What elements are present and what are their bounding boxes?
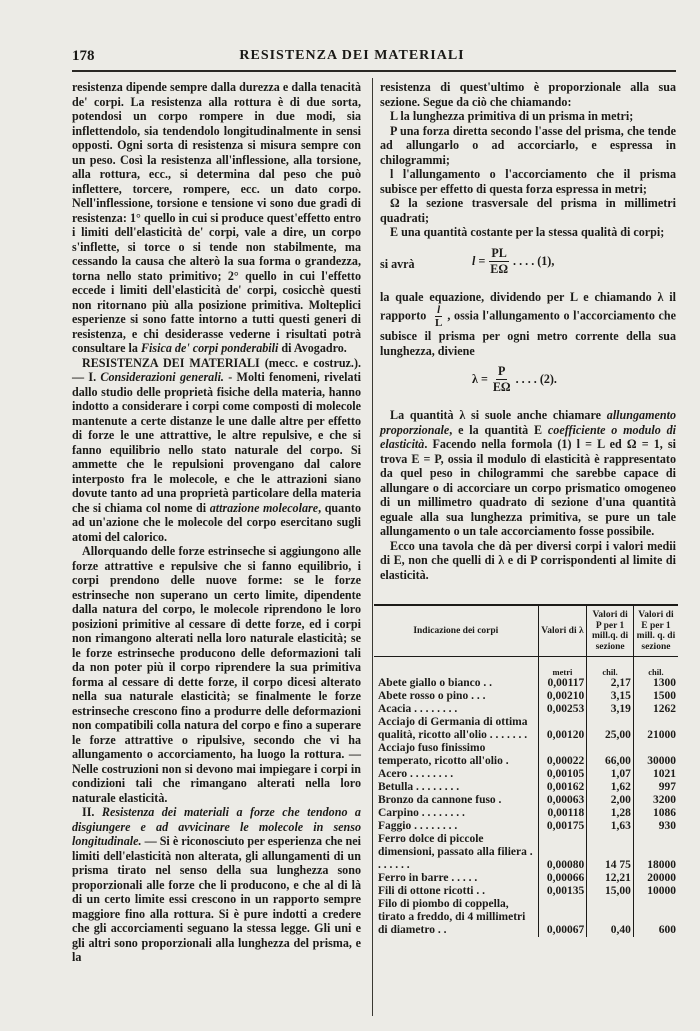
formula-lhs: λ = bbox=[472, 372, 488, 387]
unit-cell bbox=[374, 657, 538, 678]
value-cell: 2,00 bbox=[587, 794, 634, 807]
paragraph-table-intro: Ecco una tavola che dà per diversi corpi i valori medii di E, non che quelli di λ e di P corrispondenti al limite di elasticità. bbox=[380, 538, 676, 582]
table-row bbox=[374, 690, 678, 703]
text: la quale equazione, dividendo per L e chiamando λ il rapporto bbox=[380, 289, 676, 323]
value-cell: 25,00 bbox=[587, 716, 634, 742]
table-row bbox=[374, 781, 678, 794]
formula-1-expression bbox=[472, 246, 554, 277]
value-cell: 0,00175 bbox=[538, 820, 587, 833]
entry-title: RESISTENZA DEI MATERIALI bbox=[82, 355, 260, 370]
definition-omega: Ω la sezione trasversale del prisma in millimetri quadrati; bbox=[380, 196, 676, 225]
value-cell: 0,00067 bbox=[538, 898, 587, 937]
value-cell: 1300 bbox=[633, 677, 678, 690]
text: - Molti fenomeni, rivelati dallo studio delle proprietà fisiche della materia, hanno indotto a considerare i corpi come composti di molecole mantenute a certe distanze le une dalle altre per effetto di forze le une attrattive, le altre repulsive, e che si fanno equilibrio nello stato naturale del corpo. Si ammette che le repulsioni provengano dal calore interposto fra le molecole, e che le attrazioni siano dovute tanto ad una proprietà particolare della materia che si chiama col nome di bbox=[72, 370, 361, 515]
elasticity-table bbox=[374, 604, 678, 937]
material-name-cell: Acacia . . . . . . . . bbox=[378, 703, 458, 715]
right-column bbox=[380, 80, 676, 582]
paragraph-lambda bbox=[380, 290, 676, 359]
material-name-cell: Acciajo di Germania di ottima qualità, ricotto all'olio . . . . . . . bbox=[378, 716, 528, 741]
text: La quantità λ si suole anche chiamare bbox=[390, 408, 607, 422]
value-cell: 0,00118 bbox=[538, 807, 587, 820]
value-cell: 3,19 bbox=[587, 703, 634, 716]
italic-text: coefficiente o modulo di elasticità bbox=[380, 422, 676, 451]
material-name-cell: Ferro dolce di piccole dimensioni, passato alla filiera . . . . . . . bbox=[378, 833, 533, 871]
material-name-cell: Abete giallo o bianco . . bbox=[378, 677, 493, 689]
value-cell: 1262 bbox=[633, 703, 678, 716]
value-cell: 12,21 bbox=[587, 872, 634, 885]
value-cell: 930 bbox=[633, 820, 678, 833]
table-row bbox=[374, 716, 678, 742]
section-title: Considerazioni generali. bbox=[100, 370, 224, 384]
fraction bbox=[491, 364, 513, 395]
entry-heading-paragraph bbox=[72, 356, 361, 545]
formula-2 bbox=[380, 364, 676, 402]
page-number: 178 bbox=[72, 48, 95, 64]
formula-tag: . . . . (2). bbox=[515, 372, 557, 387]
section-2-paragraph bbox=[72, 805, 361, 965]
paragraph-resistenza-intro bbox=[72, 80, 361, 356]
value-cell: 1,28 bbox=[587, 807, 634, 820]
definition-l: l l'allungamento o l'accorciamento che il prisma subisce per effetto di questa forza espressa in metri; bbox=[380, 167, 676, 196]
value-cell: 15,00 bbox=[587, 885, 634, 898]
column-header: Valori di E per 1 mill. q. di sezione bbox=[633, 605, 678, 657]
value-cell: 0,40 bbox=[587, 898, 634, 937]
material-name-cell: Betulla . . . . . . . . bbox=[378, 781, 460, 793]
value-cell: 1,63 bbox=[587, 820, 634, 833]
unit-cell: chil. bbox=[587, 657, 634, 678]
value-cell: 1500 bbox=[633, 690, 678, 703]
paragraph-modulo bbox=[380, 408, 676, 539]
value-cell: 2,17 bbox=[587, 677, 634, 690]
value-cell: 0,00080 bbox=[538, 833, 587, 872]
left-column bbox=[72, 80, 361, 965]
material-name-cell: Faggio . . . . . . . . bbox=[378, 820, 458, 832]
section-title: Resistenza dei materiali a forze che tendono a disgiungere e ad avvicinare le molecole in senso longitudinale. bbox=[72, 805, 361, 848]
table-row bbox=[374, 677, 678, 690]
value-cell: 0,00120 bbox=[538, 716, 587, 742]
unit-cell: chil. bbox=[633, 657, 678, 678]
value-cell: 0,00210 bbox=[538, 690, 587, 703]
table-row bbox=[374, 768, 678, 781]
value-cell: 0,00105 bbox=[538, 768, 587, 781]
column-header: Valori di λ bbox=[538, 605, 587, 657]
value-cell: 0,00162 bbox=[538, 781, 587, 794]
formula-tag: . . . . (1), bbox=[513, 253, 555, 268]
table-row bbox=[374, 820, 678, 833]
material-name-cell: Acciajo fuso finissimo temperato, ricotto all'olio . bbox=[378, 742, 509, 767]
value-cell: 1,62 bbox=[587, 781, 634, 794]
value-cell: 0,00063 bbox=[538, 794, 587, 807]
table-row bbox=[374, 885, 678, 898]
table-row bbox=[374, 833, 678, 872]
value-cell: 30000 bbox=[633, 742, 678, 768]
material-name-cell: Fili di ottone ricotti . . bbox=[378, 885, 485, 897]
value-cell: 997 bbox=[633, 781, 678, 794]
numerator: P bbox=[498, 364, 506, 378]
value-cell: 20000 bbox=[633, 872, 678, 885]
value-cell: 600 bbox=[633, 898, 678, 937]
section-number: II. bbox=[82, 805, 102, 819]
value-cell: 66,00 bbox=[587, 742, 634, 768]
value-cell: 14 75 bbox=[587, 833, 634, 872]
denominator: L bbox=[435, 317, 443, 329]
section-number: I. bbox=[88, 370, 101, 384]
value-cell: 0,00135 bbox=[538, 885, 587, 898]
formula-2-expression bbox=[472, 364, 557, 395]
value-cell: 1021 bbox=[633, 768, 678, 781]
value-cell: 21000 bbox=[633, 716, 678, 742]
table-row bbox=[374, 898, 678, 937]
text: , e la quantità E bbox=[449, 422, 548, 437]
value-cell: 0,00117 bbox=[538, 677, 587, 690]
denominator: EΩ bbox=[490, 261, 509, 276]
value-cell: 3200 bbox=[633, 794, 678, 807]
material-name-cell: Ferro in barre . . . . . bbox=[378, 872, 478, 884]
fraction bbox=[488, 246, 510, 277]
material-name-cell: Carpino . . . . . . . . bbox=[378, 807, 465, 819]
text: di Avogadro. bbox=[278, 341, 347, 355]
definition-E: E una quantità costante per la stessa qualità di corpi; bbox=[390, 225, 665, 239]
table-header-row bbox=[374, 605, 678, 657]
formula-lhs: l = bbox=[472, 253, 486, 268]
table-row bbox=[374, 703, 678, 716]
material-name-cell: Bronzo da cannone fuso . bbox=[378, 794, 502, 806]
column-divider bbox=[372, 78, 373, 1016]
table-row bbox=[374, 807, 678, 820]
page-header bbox=[72, 48, 632, 68]
value-cell: 18000 bbox=[633, 833, 678, 872]
header-rule bbox=[72, 70, 676, 72]
unit-cell: metri bbox=[538, 657, 587, 678]
table-row bbox=[374, 742, 678, 768]
italic-text: Fisica de' corpi ponderabili bbox=[140, 341, 279, 355]
numerator: PL bbox=[491, 245, 507, 260]
formula-label: si avrà bbox=[380, 256, 415, 271]
paragraph-forze-estrinseche: Allorquando delle forze estrinseche si aggiungono alle forze attrattive e repulsive che si fanno equilibrio, i corpi prendono delle nuove forme: se le forze estrinseche non superano un certo limite, dipendente dalla natura del corpo, le molecole riprendono le loro posizioni primitive al cessare di dette forze, ed i corpi non rimangono alterati nella loro naturale elasticità; se le forze estrinseche producono delle deformazioni tali da non poter più il corpo riprendere la sua primitiva forma al cessare di dette forze, il corpo dicesi alterato nella sua naturale elasticità; se finalmente le forze estrinseche crescono fino a produrre delle deformazioni non compatibili colla natura del corpo e fino a superare le forze attrattive o ripulsive, secondo che vi ha allungamento o accorciamento, ha luogo la rottura. — Nelle costruzioni non si devono mai impiegare i corpi in condizioni tali che rimangano alterati nella loro naturale elasticità. bbox=[72, 544, 361, 805]
units-row bbox=[374, 657, 678, 678]
material-name-cell: Filo di piombo di coppella, tirato a freddo, di 4 millimetri di diametro . . bbox=[378, 898, 526, 936]
value-cell: 10000 bbox=[633, 885, 678, 898]
italic-text: attrazione molecolare bbox=[209, 500, 319, 515]
value-cell: 0,00022 bbox=[538, 742, 587, 768]
paragraph-continuation: resistenza di quest'ultimo è proporzionale alla sua sezione. Segue da ciò che chiamando: bbox=[380, 80, 676, 109]
value-cell: 3,15 bbox=[587, 690, 634, 703]
text: — Si è riconosciuto per esperienza che nei limiti dell'elasticità non alterata, gli allungamenti di un prisma tirato nel senso della sua lunghezza sono proporzionali alle forze che li producono, e che al di là di un certo limite essi crescono in un rapporto sempre maggiore fino alla rottura. Si è pure indotti a credere che gli accorciamenti seguano la stessa legge. Gli uni e gli altri sono proporzionali alla lunghezza del prisma, e la bbox=[72, 834, 362, 964]
inline-fraction bbox=[433, 304, 444, 329]
column-header: Indicazione dei corpi bbox=[374, 605, 538, 657]
text: , ossia l'allungamento o l'accorciamento che subisce il prisma per ogni metro corrente della sua lunghezza, diviene bbox=[380, 308, 676, 358]
text: . Facendo nella formola (1) l = L ed Ω = 1, si trova E = P, ossia il modulo di elasticità è rappresentato da quel peso in chilogrammi che sarebbe capace di allungare o di accorciare un corpo prismatico omogeneo di un millimetro quadrato di sezione d'una quantità eguale alla sua lunghezza primitiva, se pure un tale allungamento o un tale accorciamento fosse possibile. bbox=[380, 437, 676, 538]
text: resistenza dipende sempre dalla durezza e dalla tenacità de' corpi. La resistenza alla rottura è di due sorta, potendosi un corpo rompere in due modi, sia inflettendolo, sia tendendolo longitudinalmente in sensi opposti. Ogni sorta di resistenza si misura sempre con un peso. Così la resistenza all'inflessione, alla torsione, alla rottura, ecc., si determina dal peso che può inflettere, torcere, rompere, ecc. un dato corpo. Nell'inflessione, torsione e tensione vi sono due gradi di resistenza: 1° quello in cui si produce quest'effetto entro i limiti dell'elasticità de' corpi, vale a dire, un corpo s'inflette, si torce o si tende non stabilmente, ma cessando la causa che alterò la sua forma o grandezza, torna nello stato primitivo; 2° quello in cui l'effetto eccede i limiti dell'elasticità de' corpi, cosicchè questi non ritornano più alla posizione primitiva. Molteplici esperienze si sono fatte intorno a tutti questi generi di resistenza, e chi desiderasse vederne i risultati potrà consultare la bbox=[72, 80, 361, 355]
numerator: l bbox=[437, 304, 441, 316]
text: , quanto ad un'azione che le molecole del corpo esercitano sugli atomi del calorico. bbox=[72, 500, 361, 544]
entry-tag: (mecc. e costruz.). — bbox=[72, 355, 361, 384]
definition-L: L la lunghezza primitiva di un prisma in metri; bbox=[390, 109, 634, 123]
material-name-cell: Abete rosso o pino . . . bbox=[378, 690, 486, 702]
table-row bbox=[374, 794, 678, 807]
definition-P: P una forza diretta secondo l'asse del prisma, che tende ad allungarlo o ad accorciarlo, e espressa in chilogrammi; bbox=[380, 123, 676, 167]
table-row bbox=[374, 872, 678, 885]
value-cell: 1086 bbox=[633, 807, 678, 820]
value-cell: 0,00066 bbox=[538, 872, 587, 885]
column-header: Valori di P per 1 mill.q. di sezione bbox=[587, 605, 634, 657]
formula-1 bbox=[380, 246, 676, 284]
denominator: EΩ bbox=[492, 380, 511, 394]
material-name-cell: Acero . . . . . . . . bbox=[378, 768, 454, 780]
value-cell: 1,07 bbox=[587, 768, 634, 781]
italic-text: allungamento proporzionale bbox=[380, 408, 676, 437]
value-cell: 0,00253 bbox=[538, 703, 587, 716]
running-title: RESISTENZA DEI MATERIALI bbox=[239, 48, 465, 63]
